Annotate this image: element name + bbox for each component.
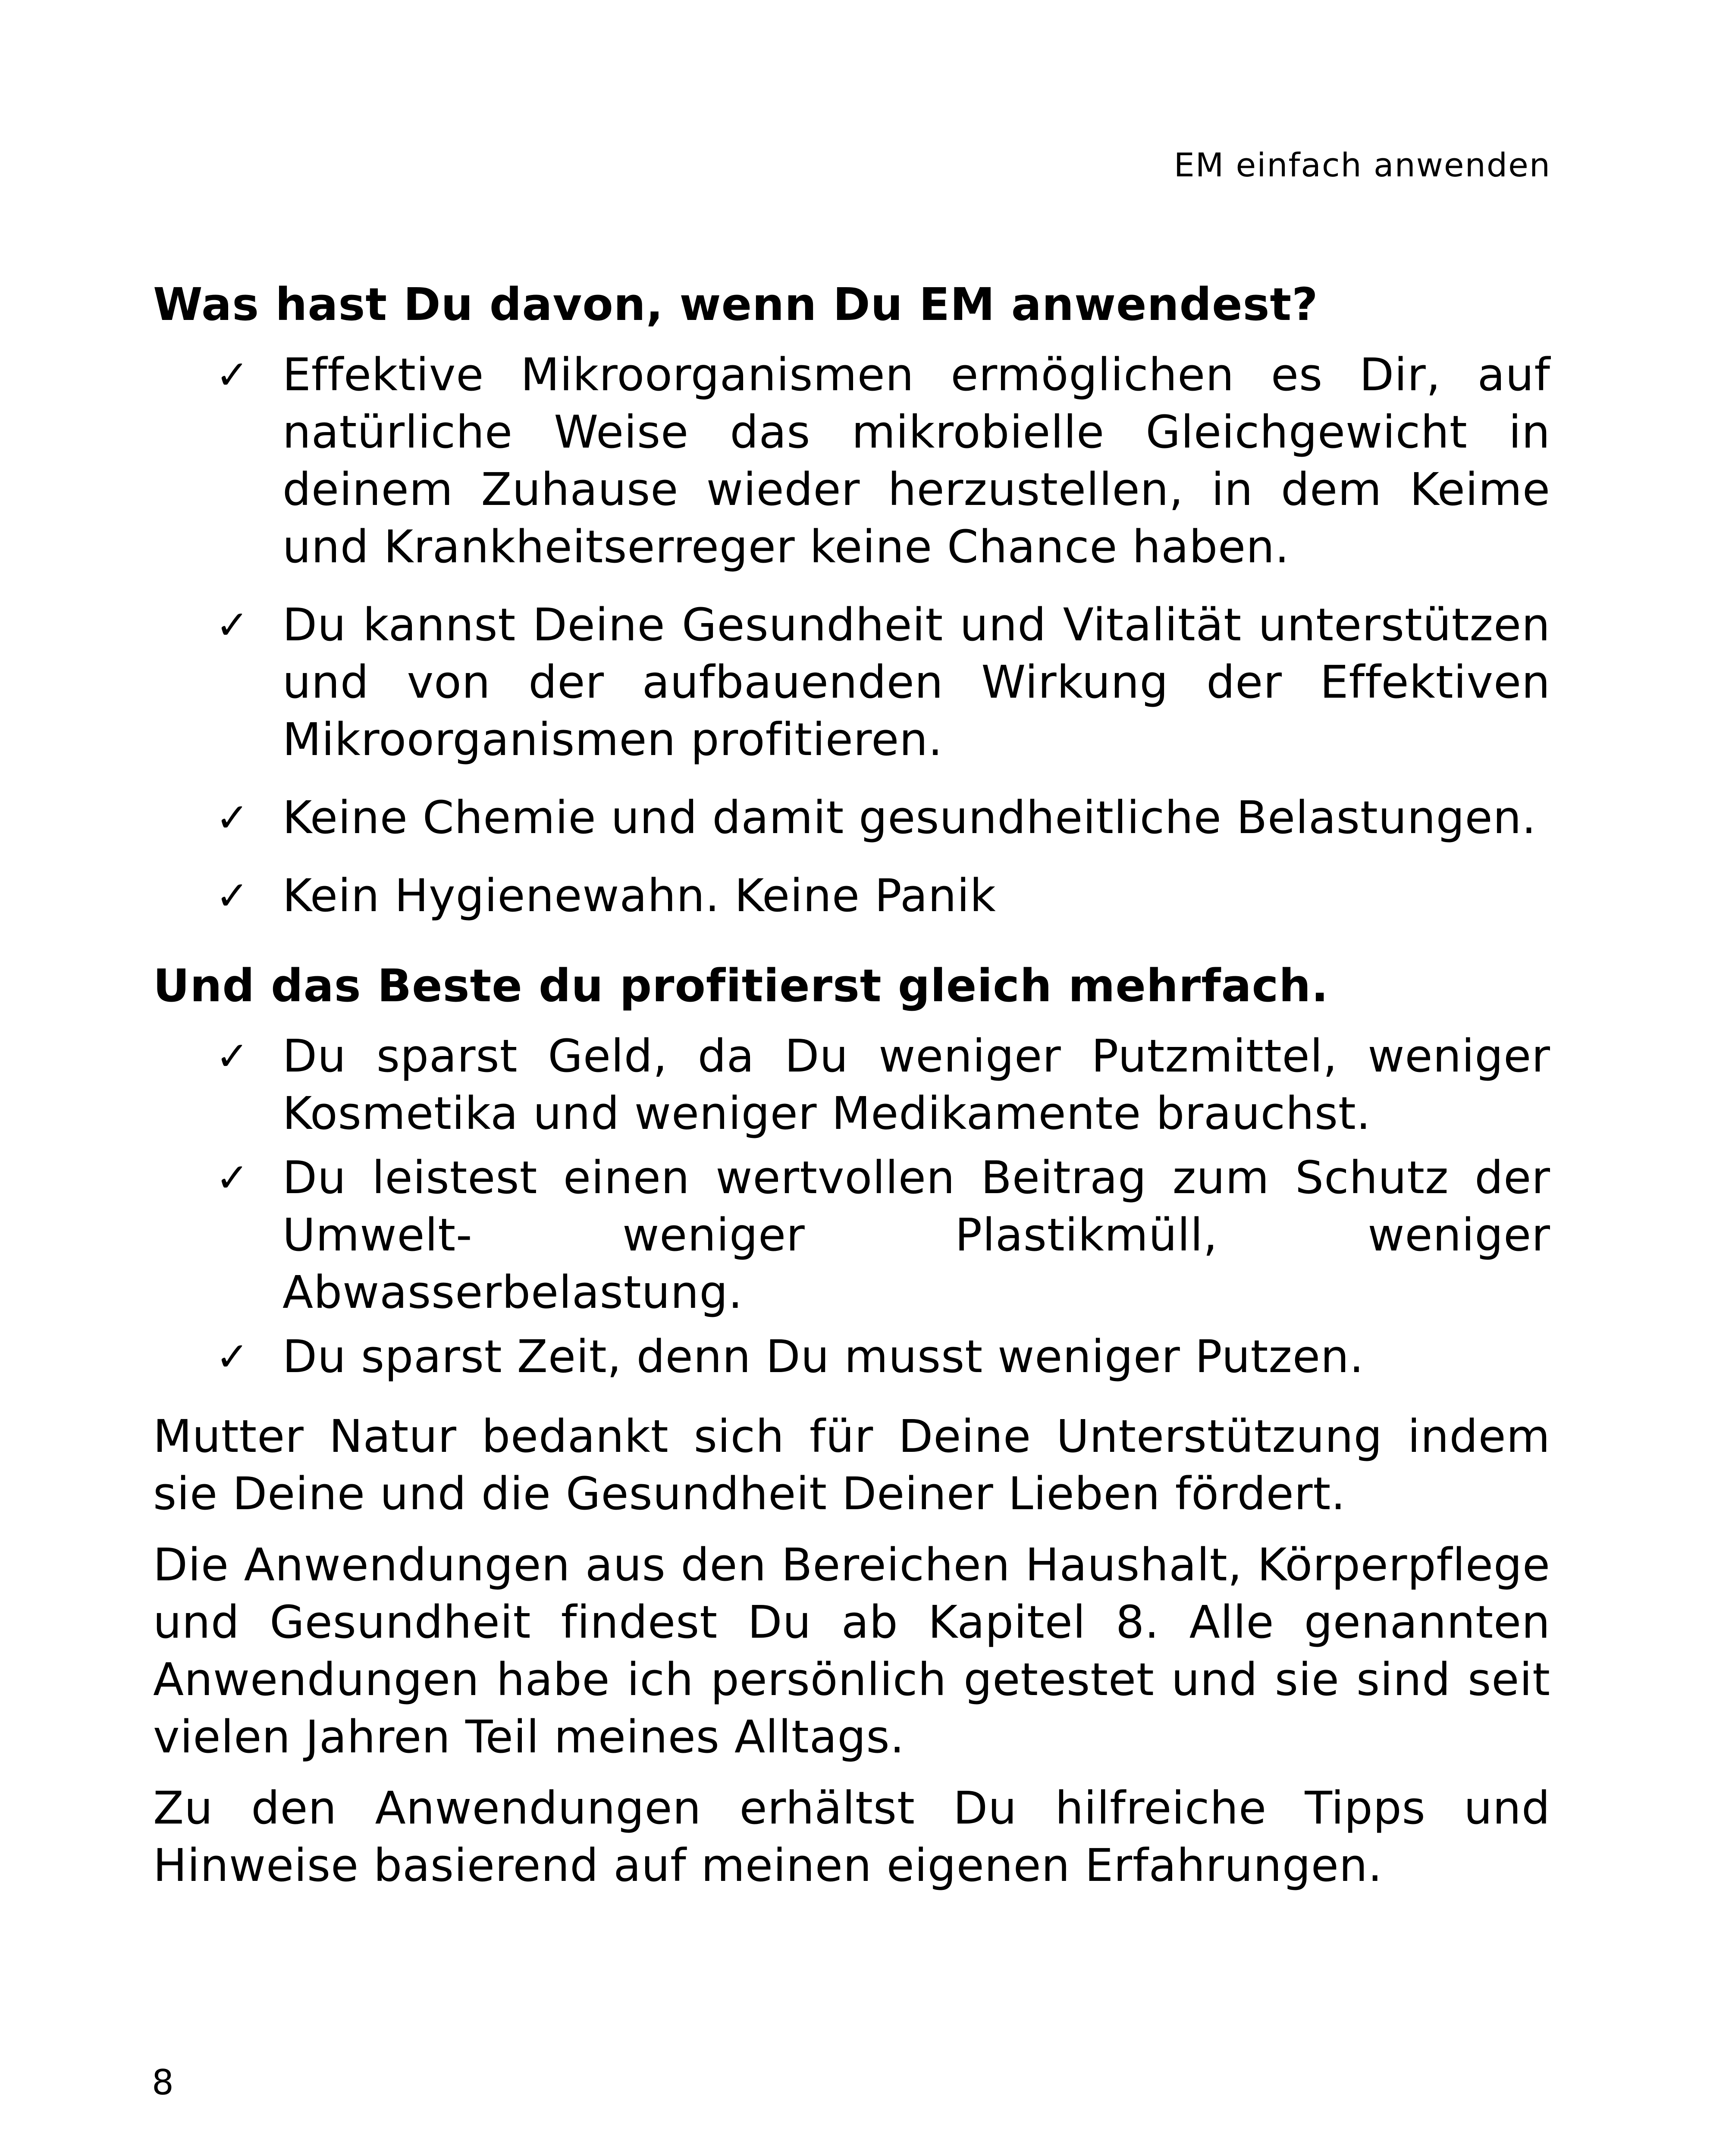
page-number: 8 [152, 2062, 174, 2103]
checkmark-icon: ✓ [216, 352, 250, 398]
list-item-text: Du sparst Zeit, denn Du musst weniger Putzen. [282, 1330, 1364, 1383]
list-item [153, 1328, 1550, 1385]
list-item-text: Kein Hygienewahn. Keine Panik [282, 869, 996, 922]
checkmark-icon: ✓ [216, 795, 250, 841]
list-item-text: Effektive Mikroorganismen ermöglichen es Dir, auf natürliche Weise das mikrobielle Gleichgewicht in deinem Zuhause wieder herzustellen, in dem Keime und Krankheitserreger keine Chance haben. [282, 348, 1550, 573]
body-paragraph: Die Anwendungen aus den Bereichen Haushalt, Körperpflege und Gesundheit findest Du ab Kapitel 8. Alle genannten Anwendungen habe ich persönlich getestet und sie sind seit vielen Jahren Teil meines Alltags. [153, 1539, 1550, 1763]
checkmark-icon: ✓ [216, 1334, 250, 1380]
checkmark-icon: ✓ [216, 1033, 250, 1079]
list-item-text: Du sparst Geld, da Du weniger Putzmittel, weniger Kosmetika und weniger Medikamente brauchst. [282, 1030, 1550, 1140]
body-paragraph: Zu den Anwendungen erhältst Du hilfreiche Tipps und Hinweise basierend auf meinen eigenen Erfahrungen. [153, 1782, 1550, 1892]
page-content [153, 276, 1550, 1908]
list-item-text: Du kannst Deine Gesundheit und Vitalität unterstützen und von der aufbauenden Wirkung der Effektiven Mikroorganismen profitieren. [282, 599, 1550, 766]
section-heading: Was hast Du davon, wenn Du EM anwendest? [153, 278, 1318, 331]
list-item [153, 596, 1550, 768]
running-header: EM einfach anwenden [1173, 146, 1551, 184]
list-item [153, 867, 1550, 924]
checkmark-icon: ✓ [216, 1155, 250, 1201]
checkmark-icon: ✓ [216, 873, 250, 919]
list-item [153, 346, 1550, 576]
benefits-checklist [153, 346, 1550, 924]
list-item-text: Du leistest einen wertvollen Beitrag zum Schutz der Umwelt- weniger Plastikmüll, weniger Abwasserbelastung. [282, 1151, 1550, 1319]
body-paragraph: Mutter Natur bedankt sich für Deine Unterstützung indem sie Deine und die Gesundheit Deiner Lieben fördert. [153, 1410, 1550, 1520]
section-heading: Und das Beste du profitierst gleich mehrfach. [153, 959, 1329, 1012]
list-item [153, 789, 1550, 846]
checkmark-icon: ✓ [216, 602, 250, 648]
advantages-checklist [153, 1028, 1550, 1385]
list-item [153, 1149, 1550, 1321]
list-item-text: Keine Chemie und damit gesundheitliche Belastungen. [282, 791, 1537, 844]
list-item [153, 1028, 1550, 1142]
